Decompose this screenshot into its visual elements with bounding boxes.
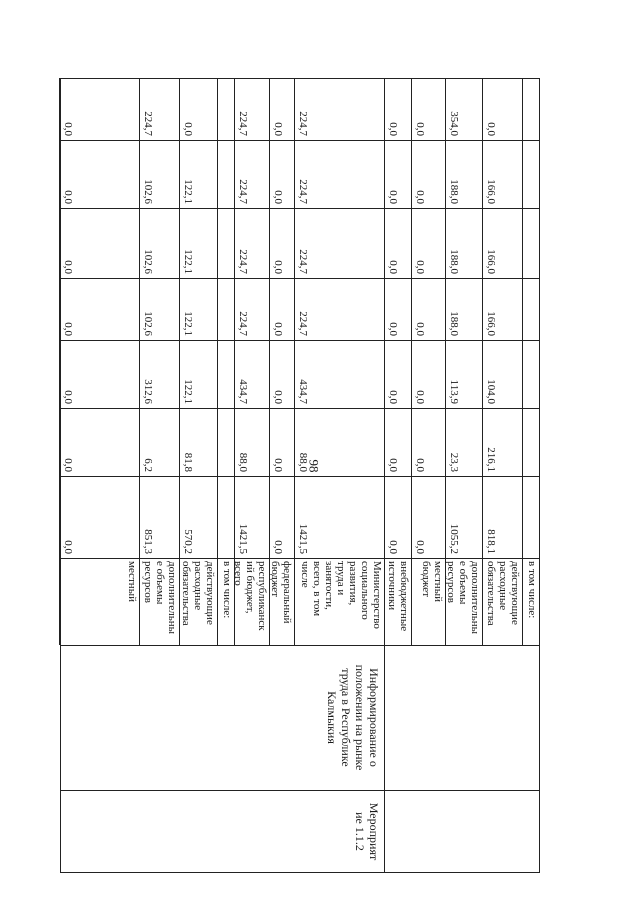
value-cell: 0,0	[485, 122, 497, 136]
value-cell	[218, 78, 235, 140]
value-cell: 104,0	[485, 379, 497, 404]
value-cell	[523, 140, 540, 208]
value-cell: 0,0	[272, 190, 284, 204]
value-cell: 224,7	[297, 111, 309, 136]
value-cell: 6,2	[142, 458, 154, 472]
value-cell: 188,0	[448, 249, 460, 274]
value-cell: 0,0	[62, 190, 74, 204]
value-cell: 0,0	[182, 122, 194, 136]
row-label: местный	[126, 561, 138, 602]
page-number: 98	[306, 459, 322, 473]
value-cell: 166,0	[485, 249, 497, 274]
value-cell: 0,0	[62, 322, 74, 336]
value-cell: 0,0	[387, 540, 399, 554]
value-cell: 0,0	[414, 190, 426, 204]
value-cell: 851,3	[142, 529, 154, 554]
value-cell	[218, 408, 235, 476]
value-cell: 0,0	[272, 540, 284, 554]
value-cell	[218, 208, 235, 278]
value-cell: 224,7	[237, 179, 249, 204]
value-cell: 188,0	[448, 311, 460, 336]
value-cell: 88,0	[237, 452, 249, 472]
value-cell: 122,1	[182, 179, 194, 204]
value-cell: 0,0	[414, 260, 426, 274]
value-cell: 1421,5	[237, 523, 249, 554]
row-label: действующие расходные обязательства	[485, 561, 521, 626]
value-cell: 102,6	[142, 249, 154, 274]
value-cell: 354,0	[448, 111, 460, 136]
budget-table	[60, 78, 540, 873]
measure-name: Информирование о положении на рынке труда в Республике Калмыкия	[325, 664, 381, 771]
value-cell	[218, 476, 235, 558]
row-label: республиканск ий бюджет, всего	[232, 561, 268, 631]
value-cell: 166,0	[485, 179, 497, 204]
value-cell: 0,0	[414, 122, 426, 136]
value-cell: 224,7	[297, 249, 309, 274]
value-cell: 224,7	[237, 249, 249, 274]
value-cell: 818,1	[485, 529, 497, 554]
value-cell: 0,0	[62, 390, 74, 404]
value-cell: 224,7	[297, 311, 309, 336]
value-cell	[523, 208, 540, 278]
value-cell: 0,0	[62, 458, 74, 472]
value-cell	[523, 408, 540, 476]
value-cell: 81,8	[182, 452, 194, 472]
value-cell: 0,0	[62, 540, 74, 554]
value-cell: 0,0	[387, 322, 399, 336]
row-label: в том числе:	[526, 561, 538, 619]
value-cell	[218, 340, 235, 408]
value-cell: 216,1	[485, 447, 497, 472]
value-cell: 122,1	[182, 379, 194, 404]
value-cell: 188,0	[448, 179, 460, 204]
value-cell: 0,0	[387, 458, 399, 472]
value-cell: 0,0	[414, 390, 426, 404]
measure-code: Мероприят ие 1.1.2	[353, 802, 381, 861]
value-cell: 0,0	[387, 390, 399, 404]
value-cell: 0,0	[272, 260, 284, 274]
value-cell: 102,6	[142, 311, 154, 336]
value-cell: 88,0	[297, 452, 309, 472]
value-cell: 0,0	[414, 322, 426, 336]
value-cell: 1421,5	[297, 523, 309, 554]
value-cell: 0,0	[387, 190, 399, 204]
value-cell	[523, 476, 540, 558]
row-label: в том числе:	[221, 561, 233, 619]
row-label: федеральный бюджет	[269, 561, 293, 624]
value-cell: 1055,2	[448, 523, 460, 554]
value-cell: 122,1	[182, 249, 194, 274]
value-cell: 0,0	[387, 260, 399, 274]
value-cell: 0,0	[414, 458, 426, 472]
table-rule	[539, 645, 540, 873]
value-cell	[218, 278, 235, 340]
row-label: дополнительны е объемы ресурсов	[445, 561, 481, 635]
row-label: действующие расходные обязательства	[180, 561, 216, 626]
value-cell: 0,0	[414, 540, 426, 554]
value-cell: 102,6	[142, 179, 154, 204]
value-cell: 0,0	[272, 390, 284, 404]
row-label: дополнительны е объемы ресурсов	[142, 561, 178, 635]
value-cell: 0,0	[272, 322, 284, 336]
value-cell: 0,0	[62, 122, 74, 136]
value-cell: 224,7	[297, 179, 309, 204]
value-cell: 434,7	[297, 379, 309, 404]
value-cell: 224,7	[237, 311, 249, 336]
value-cell	[523, 278, 540, 340]
value-cell: 224,7	[142, 111, 154, 136]
value-cell: 166,0	[485, 311, 497, 336]
value-cell: 0,0	[272, 122, 284, 136]
value-cell	[218, 140, 235, 208]
value-cell: 0,0	[272, 458, 284, 472]
value-cell: 23,3	[448, 452, 460, 472]
value-cell: 0,0	[62, 260, 74, 274]
value-cell: 113,9	[448, 379, 460, 404]
row-label: внебюджетные источники	[386, 561, 410, 632]
value-cell: 312,6	[142, 379, 154, 404]
value-cell: 434,7	[237, 379, 249, 404]
row-label: Министерство социального развития, труда и занятости, всего, в том числе	[299, 561, 383, 629]
row-label: местный бюджет	[420, 561, 444, 602]
value-cell: 0,0	[387, 122, 399, 136]
value-cell	[523, 340, 540, 408]
value-cell: 224,7	[237, 111, 249, 136]
value-cell: 570,2	[182, 529, 194, 554]
value-cell	[523, 78, 540, 140]
value-cell: 122,1	[182, 311, 194, 336]
